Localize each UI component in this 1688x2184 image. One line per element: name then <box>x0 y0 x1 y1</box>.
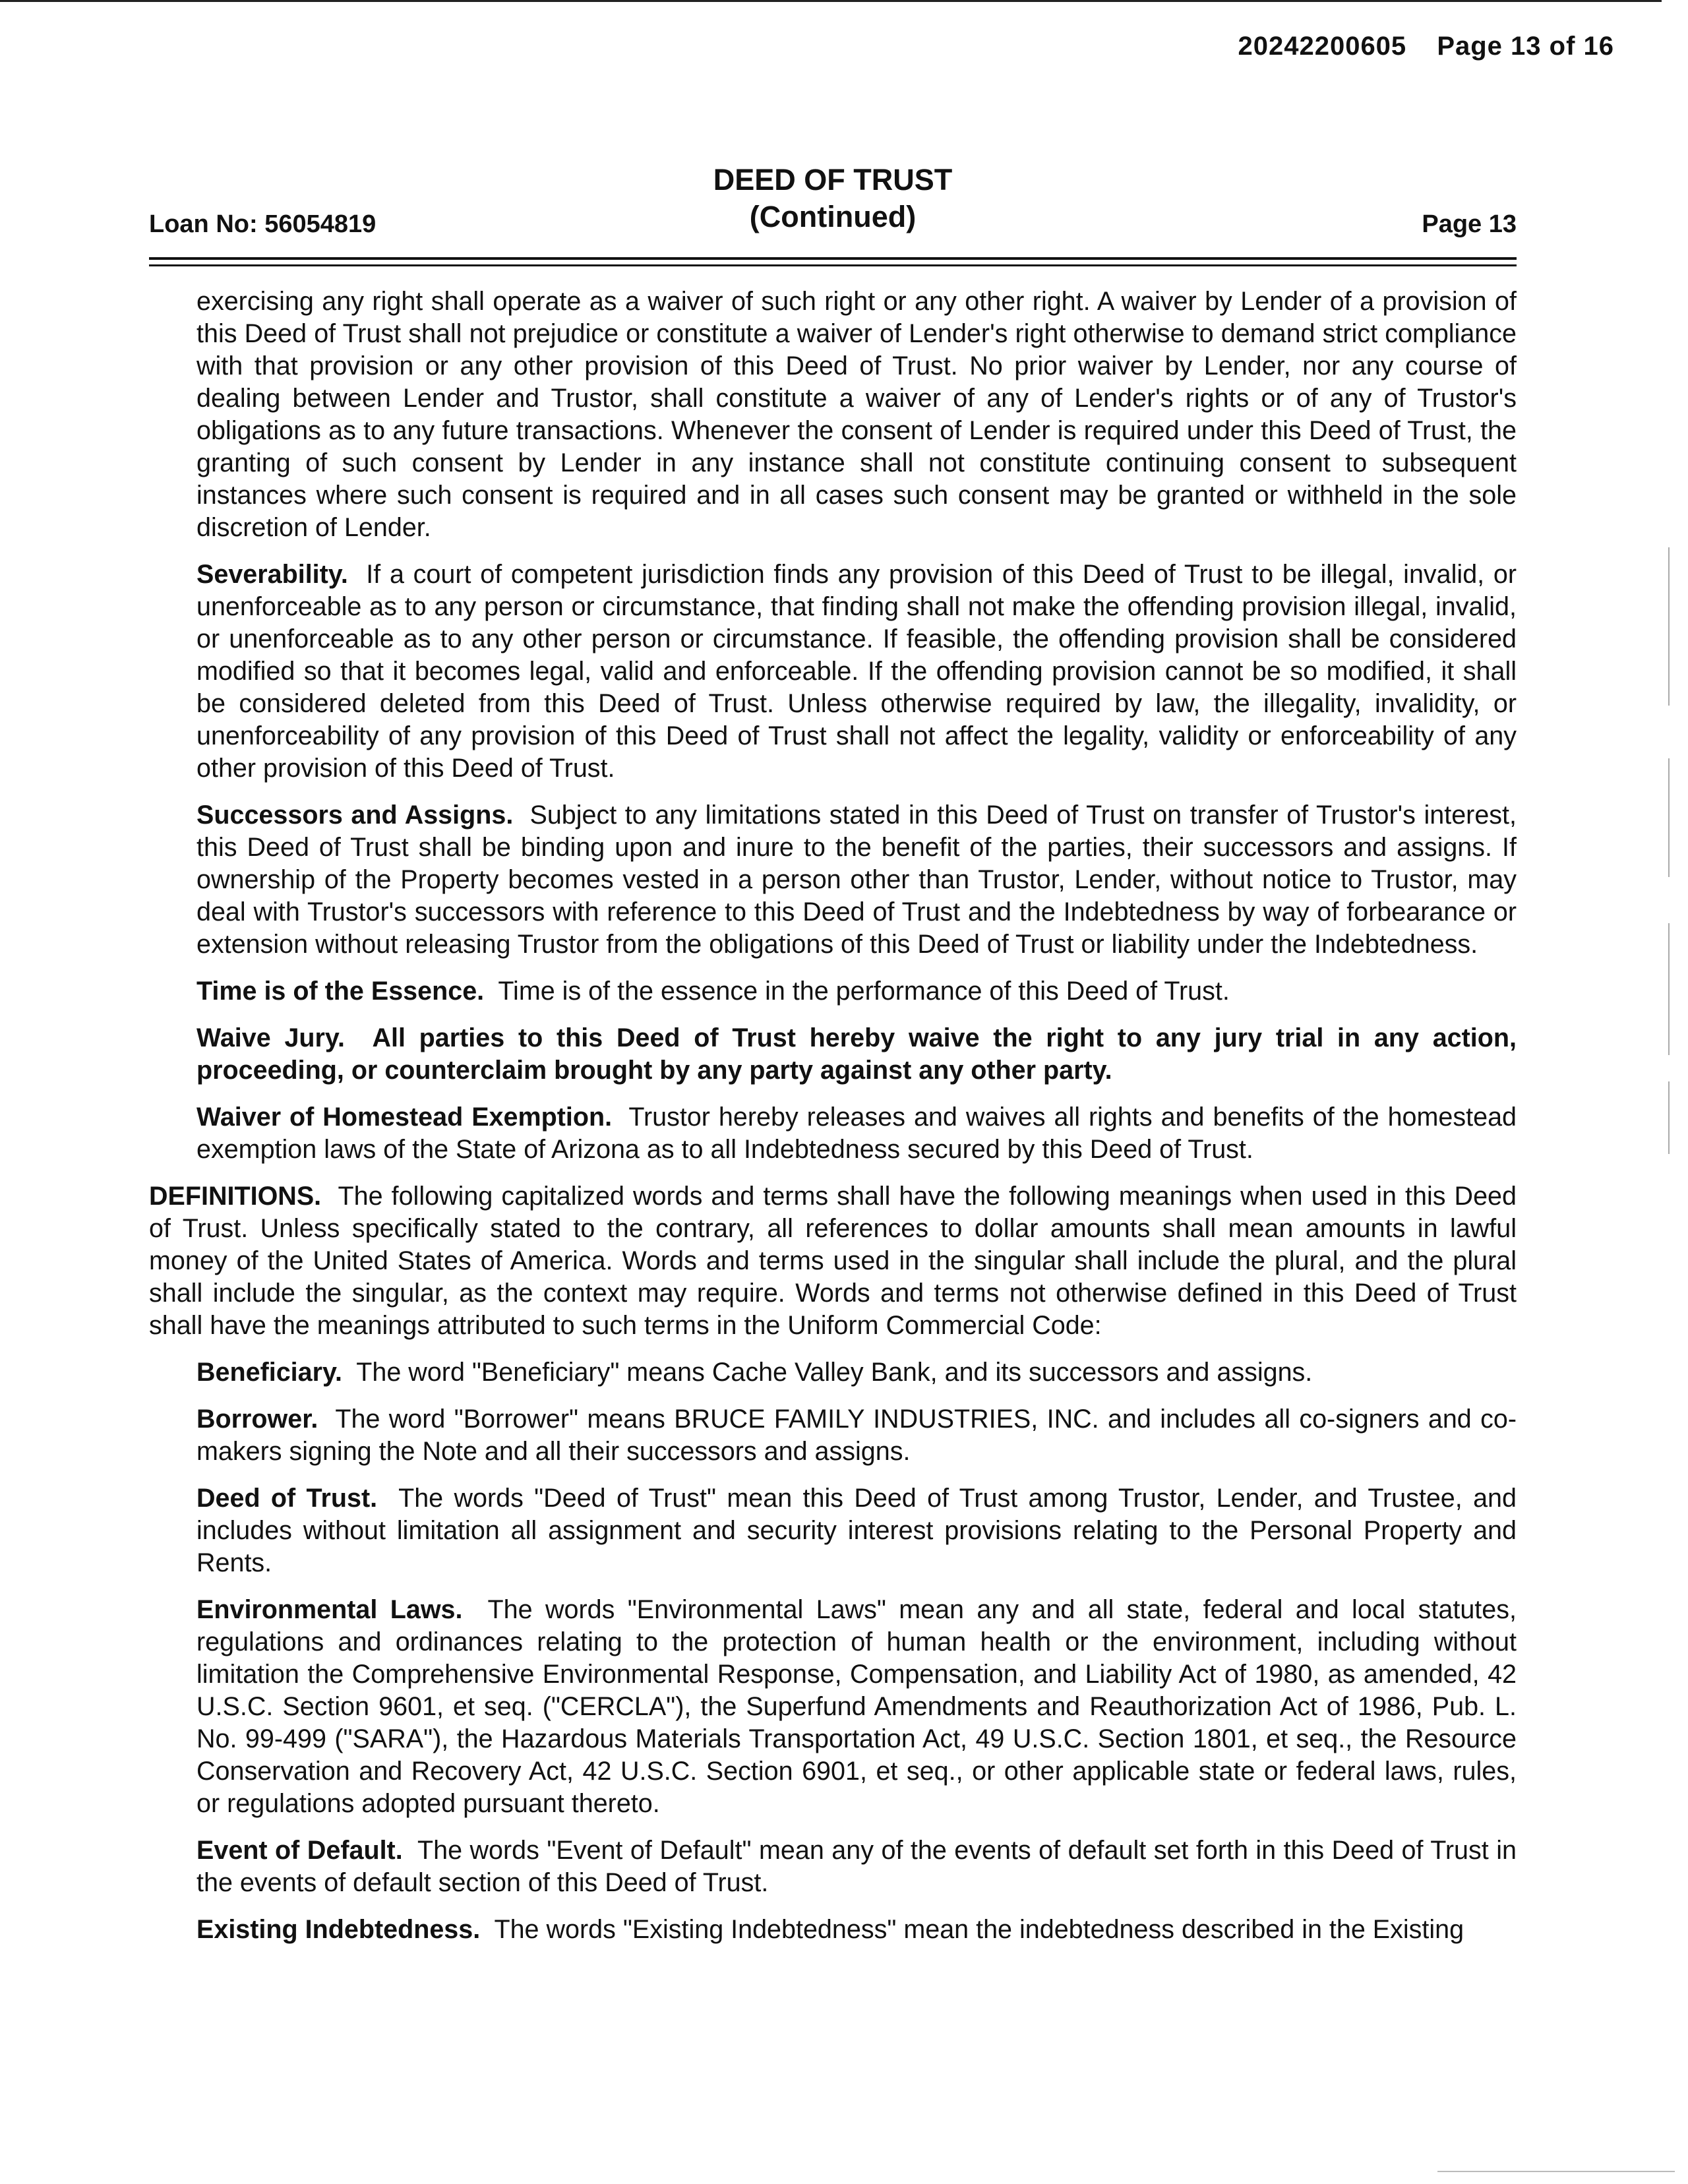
scan-artifact-line <box>1668 1081 1670 1154</box>
top-border-rule <box>0 0 1662 2</box>
homestead-paragraph <box>196 1101 1517 1166</box>
waive-jury-heading: Waive Jury. <box>196 1023 345 1052</box>
page-number: Page 13 <box>1422 210 1517 238</box>
borrower-definition <box>196 1403 1517 1468</box>
event-of-default-text: The words "Event of Default" mean any of the events of default set forth in this Deed of Trust in the events of default section of this Deed of Trust. <box>196 1836 1517 1897</box>
definitions-text: The following capitalized words and terms shall have the following meanings when used in this Deed of Trust. Unless specifically stated to the contrary, all references to dollar amounts shall mean amounts in lawful money of the United States of America. Words and terms used in the singular shall include the plural, and the plural shall include the singular, as the context may require. Words and terms not otherwise defined in this Deed of Trust shall have the meanings attributed to such terms in the Uniform Commercial Code: <box>149 1182 1517 1340</box>
environmental-laws-text: The words "Environmental Laws" mean any and all state, federal and local statutes, regulations and ordinances relating to the protection of human health or the environment, including without limitation the Comprehensive Environmental Response, Compensation, and Liability Act of 1980, as amended, 42 U.S.C. Section 9601, et seq. ("CERCLA"), the Superfund Amendments and Reauthorization Act of 1986, Pub. L. No. 99-499 ("SARA"), the Hazardous Materials Transportation Act, 49 U.S.C. Section 1801, et seq., the Resource Conservation and Recovery Act, 42 U.S.C. Section 6901, et seq., or other applicable state or federal laws, rules, or regulations adopted pursuant thereto. <box>196 1595 1517 1818</box>
deed-of-trust-text: The words "Deed of Trust" mean this Deed of Trust among Trustor, Lender, and Trustee, and includes without limitation all assignment and security interest provisions relating to the Personal Property and Rents. <box>196 1484 1517 1577</box>
header-divider <box>149 257 1517 266</box>
event-of-default-heading: Event of Default. <box>196 1836 403 1865</box>
page-of-total: Page 13 of 16 <box>1437 32 1614 61</box>
severability-paragraph <box>196 559 1517 785</box>
time-essence-heading: Time is of the Essence. <box>196 977 485 1006</box>
title-line-2: (Continued) <box>749 200 917 233</box>
scan-artifact-line <box>1668 923 1670 1055</box>
deed-of-trust-heading: Deed of Trust. <box>196 1484 378 1513</box>
successors-paragraph <box>196 799 1517 961</box>
severability-heading: Severability. <box>196 560 348 589</box>
beneficiary-text: The word "Beneficiary" means Cache Valley Bank, and its successors and assigns. <box>356 1358 1313 1387</box>
time-essence-text: Time is of the essence in the performance of this Deed of Trust. <box>498 977 1230 1006</box>
scan-artifact-line <box>1668 547 1670 706</box>
scan-artifact-line <box>1668 758 1670 877</box>
successors-text: Subject to any limitations stated in this Deed of Trust on transfer of Trustor's interest, this Deed of Trust shall be binding upon and inure to the benefit of the parties, their successors and assigns. If ownership of the Property becomes vested in a person other than Trustor, Lender, without notice to Trustor, may deal with Trustor's successors with reference to this Deed of Trust and the Indebtedness by way of forbearance or extension without releasing Trustor from the obligations of this Deed of Trust or liability under the Indebtedness. <box>196 801 1517 959</box>
title-line-1: DEED OF TRUST <box>713 163 953 197</box>
environmental-laws-definition <box>196 1594 1517 1820</box>
homestead-text: Trustor hereby releases and waives all rights and benefits of the homestead exemption laws of the State of Arizona as to all Indebtedness secured by this Deed of Trust. <box>196 1103 1517 1164</box>
borrower-text: The word "Borrower" means BRUCE FAMILY INDUSTRIES, INC. and includes all co-signers and co-makers signing the Note and all their successors and assigns. <box>196 1405 1517 1466</box>
recording-number: 20242200605 <box>1238 32 1407 61</box>
event-of-default-definition <box>196 1835 1517 1899</box>
loan-number: Loan No: 56054819 <box>149 210 377 238</box>
document-header <box>149 162 1517 244</box>
time-essence-paragraph <box>196 975 1517 1008</box>
waive-jury-paragraph <box>196 1022 1517 1087</box>
existing-indebtedness-definition <box>196 1914 1517 1946</box>
document-body <box>149 286 1517 1960</box>
beneficiary-heading: Beneficiary. <box>196 1358 343 1387</box>
deed-of-trust-definition <box>196 1482 1517 1579</box>
definitions-heading: DEFINITIONS. <box>149 1182 322 1211</box>
document-title <box>149 162 1517 235</box>
waiver-continued-paragraph: exercising any right shall operate as a waiver of such right or any other right. A waiver by Lender of a provision of this Deed of Trust shall not prejudice or constitute a waiver of Lender's right otherwise to demand strict compliance with that provision or any other provision of this Deed of Trust. No prior waiver by Lender, nor any course of dealing between Lender and Trustor, shall constitute a waiver of any of Lender's rights or of any of Trustor's obligations as to any future transactions. Whenever the consent of Lender is required under this Deed of Trust, the granting of such consent by Lender in any instance shall not constitute continuing consent to subsequent instances where such consent is required and in all cases such consent may be granted or withheld in the sole discretion of Lender. <box>196 287 1517 542</box>
existing-indebtedness-heading: Existing Indebtedness. <box>196 1915 481 1944</box>
successors-heading: Successors and Assigns. <box>196 801 514 830</box>
recording-reference <box>1238 32 1614 61</box>
scan-artifact-bottom-rule <box>1437 2171 1675 2172</box>
existing-indebtedness-text: The words "Existing Indebtedness" mean the indebtedness described in the Existing <box>494 1915 1464 1944</box>
environmental-laws-heading: Environmental Laws. <box>196 1595 463 1624</box>
definitions-paragraph <box>149 1180 1517 1342</box>
borrower-heading: Borrower. <box>196 1405 318 1434</box>
beneficiary-definition <box>196 1356 1517 1389</box>
severability-text: If a court of competent jurisdiction finds any provision of this Deed of Trust to be illegal, invalid, or unenforceable as to any person or circumstance, that finding shall not make the offending provision illegal, invalid, or unenforceable as to any other person or circumstance. If feasible, the offending provision shall be considered modified so that it becomes legal, valid and enforceable. If the offending provision cannot be so modified, it shall be considered deleted from this Deed of Trust. Unless otherwise required by law, the illegality, invalidity, or unenforceability of any provision of this Deed of Trust shall not affect the legality, validity or enforceability of any other provision of this Deed of Trust. <box>196 560 1517 783</box>
waive-jury-text: All parties to this Deed of Trust hereby waive the right to any jury trial in any action, proceeding, or counterclaim brought by any party against any other party. <box>196 1023 1517 1085</box>
homestead-heading: Waiver of Homestead Exemption. <box>196 1103 613 1132</box>
